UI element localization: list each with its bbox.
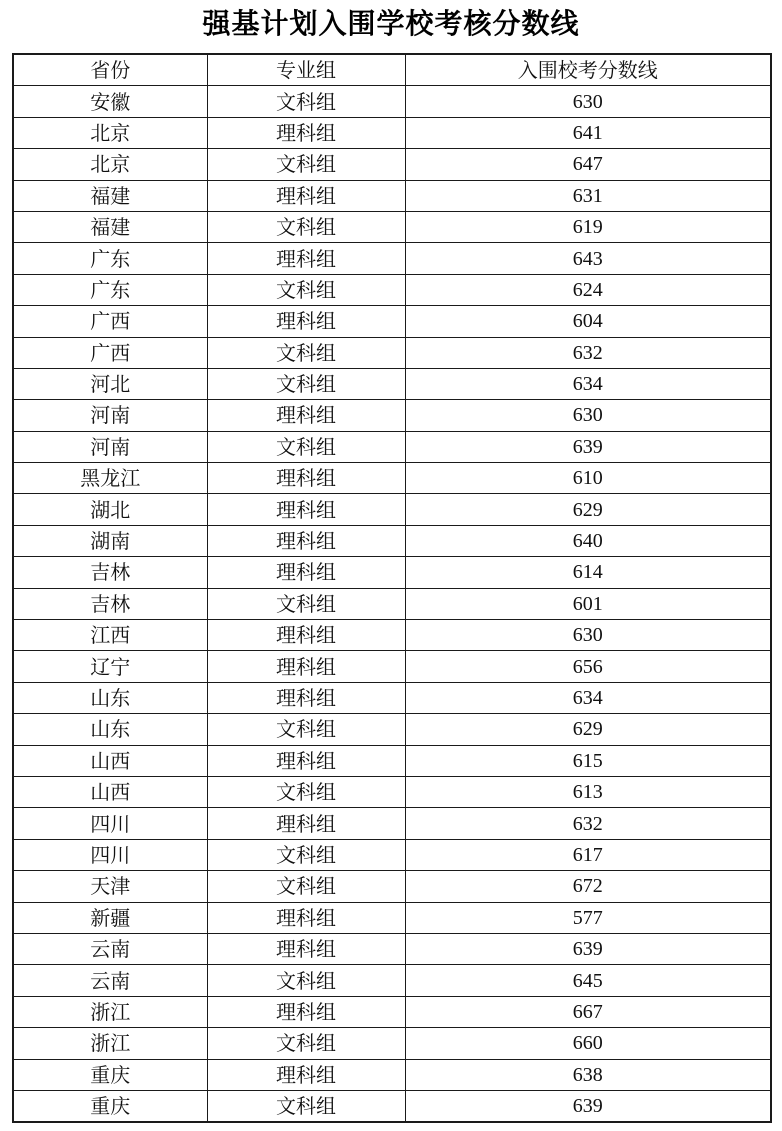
cell-province: 湖北 (13, 494, 207, 525)
cell-cutoff-score: 641 (405, 117, 771, 148)
table-row (13, 839, 771, 870)
cell-subject-group: 文科组 (207, 965, 405, 996)
cell-cutoff-score: 667 (405, 996, 771, 1027)
table-row (13, 871, 771, 902)
table-row (13, 431, 771, 462)
cell-subject-group: 理科组 (207, 808, 405, 839)
cell-province: 四川 (13, 839, 207, 870)
cell-cutoff-score: 639 (405, 431, 771, 462)
cell-cutoff-score: 672 (405, 871, 771, 902)
cell-cutoff-score: 639 (405, 933, 771, 964)
cell-cutoff-score: 629 (405, 494, 771, 525)
cell-province: 北京 (13, 117, 207, 148)
cell-province: 浙江 (13, 996, 207, 1027)
cell-subject-group: 理科组 (207, 117, 405, 148)
cell-subject-group: 理科组 (207, 463, 405, 494)
table-row (13, 525, 771, 556)
table-row (13, 180, 771, 211)
cell-province: 广西 (13, 306, 207, 337)
table-row (13, 965, 771, 996)
cell-province: 浙江 (13, 1028, 207, 1059)
table-row (13, 557, 771, 588)
header-subject-group: 专业组 (207, 54, 405, 86)
table-row (13, 902, 771, 933)
cell-cutoff-score: 601 (405, 588, 771, 619)
table-row (13, 1059, 771, 1090)
cell-subject-group: 理科组 (207, 620, 405, 651)
cell-subject-group: 理科组 (207, 306, 405, 337)
table-row (13, 776, 771, 807)
cell-province: 河南 (13, 431, 207, 462)
cell-cutoff-score: 640 (405, 525, 771, 556)
cell-province: 云南 (13, 965, 207, 996)
cell-subject-group: 理科组 (207, 902, 405, 933)
cell-province: 吉林 (13, 588, 207, 619)
cell-subject-group: 理科组 (207, 557, 405, 588)
table-row (13, 86, 771, 117)
cell-cutoff-score: 614 (405, 557, 771, 588)
cell-province: 重庆 (13, 1059, 207, 1090)
cell-subject-group: 文科组 (207, 337, 405, 368)
cell-cutoff-score: 630 (405, 86, 771, 117)
table-row (13, 243, 771, 274)
cell-subject-group: 理科组 (207, 180, 405, 211)
table-row (13, 714, 771, 745)
cell-cutoff-score: 645 (405, 965, 771, 996)
cell-subject-group: 文科组 (207, 431, 405, 462)
cell-cutoff-score: 629 (405, 714, 771, 745)
cell-province: 云南 (13, 933, 207, 964)
cell-subject-group: 文科组 (207, 1028, 405, 1059)
table-row (13, 368, 771, 399)
cell-cutoff-score: 631 (405, 180, 771, 211)
table-row (13, 494, 771, 525)
cell-cutoff-score: 639 (405, 1090, 771, 1122)
cell-subject-group: 理科组 (207, 243, 405, 274)
cell-cutoff-score: 643 (405, 243, 771, 274)
cell-subject-group: 文科组 (207, 86, 405, 117)
table-row (13, 306, 771, 337)
table-row (13, 211, 771, 242)
cell-province: 天津 (13, 871, 207, 902)
cell-subject-group: 文科组 (207, 368, 405, 399)
cell-subject-group: 理科组 (207, 494, 405, 525)
header-cutoff-score: 入围校考分数线 (405, 54, 771, 86)
cell-cutoff-score: 615 (405, 745, 771, 776)
cell-cutoff-score: 656 (405, 651, 771, 682)
table-row (13, 996, 771, 1027)
score-table (12, 53, 772, 1123)
cell-cutoff-score: 610 (405, 463, 771, 494)
cell-province: 山西 (13, 776, 207, 807)
cell-province: 广西 (13, 337, 207, 368)
table-row (13, 1028, 771, 1059)
cell-province: 北京 (13, 149, 207, 180)
cell-subject-group: 文科组 (207, 776, 405, 807)
cell-cutoff-score: 624 (405, 274, 771, 305)
cell-province: 广东 (13, 243, 207, 274)
cell-cutoff-score: 632 (405, 808, 771, 839)
table-row (13, 1090, 771, 1122)
cell-province: 福建 (13, 211, 207, 242)
cell-province: 辽宁 (13, 651, 207, 682)
cell-subject-group: 理科组 (207, 933, 405, 964)
cell-province: 黑龙江 (13, 463, 207, 494)
cell-subject-group: 理科组 (207, 651, 405, 682)
table-row (13, 933, 771, 964)
cell-cutoff-score: 630 (405, 620, 771, 651)
page-title: 强基计划入围学校考核分数线 (202, 7, 580, 40)
cell-subject-group: 理科组 (207, 745, 405, 776)
cell-cutoff-score: 604 (405, 306, 771, 337)
cell-cutoff-score: 647 (405, 149, 771, 180)
cell-subject-group: 文科组 (207, 1090, 405, 1122)
cell-province: 新疆 (13, 902, 207, 933)
cell-subject-group: 理科组 (207, 682, 405, 713)
cell-subject-group: 文科组 (207, 839, 405, 870)
cell-province: 安徽 (13, 86, 207, 117)
cell-cutoff-score: 613 (405, 776, 771, 807)
cell-cutoff-score: 617 (405, 839, 771, 870)
cell-subject-group: 文科组 (207, 588, 405, 619)
cell-province: 吉林 (13, 557, 207, 588)
table-row (13, 337, 771, 368)
cell-province: 湖南 (13, 525, 207, 556)
cell-cutoff-score: 660 (405, 1028, 771, 1059)
cell-subject-group: 理科组 (207, 1059, 405, 1090)
cell-cutoff-score: 577 (405, 902, 771, 933)
cell-subject-group: 文科组 (207, 871, 405, 902)
cell-province: 四川 (13, 808, 207, 839)
cell-province: 山东 (13, 714, 207, 745)
table-body (13, 86, 771, 1122)
cell-cutoff-score: 634 (405, 368, 771, 399)
table-row (13, 808, 771, 839)
cell-cutoff-score: 632 (405, 337, 771, 368)
table-row (13, 400, 771, 431)
table-row (13, 651, 771, 682)
cell-province: 重庆 (13, 1090, 207, 1122)
table-row (13, 745, 771, 776)
table-row (13, 463, 771, 494)
table-row (13, 149, 771, 180)
cell-subject-group: 理科组 (207, 996, 405, 1027)
table-row (13, 620, 771, 651)
cell-province: 山西 (13, 745, 207, 776)
cell-province: 山东 (13, 682, 207, 713)
cell-subject-group: 文科组 (207, 211, 405, 242)
table-row (13, 682, 771, 713)
cell-province: 河北 (13, 368, 207, 399)
cell-province: 河南 (13, 400, 207, 431)
table-row (13, 274, 771, 305)
table-row (13, 588, 771, 619)
cell-province: 江西 (13, 620, 207, 651)
cell-subject-group: 理科组 (207, 400, 405, 431)
cell-subject-group: 文科组 (207, 714, 405, 745)
cell-cutoff-score: 630 (405, 400, 771, 431)
header-province: 省份 (13, 54, 207, 86)
cell-cutoff-score: 638 (405, 1059, 771, 1090)
table-header-row (13, 54, 771, 86)
cell-subject-group: 理科组 (207, 525, 405, 556)
cell-cutoff-score: 619 (405, 211, 771, 242)
cell-province: 福建 (13, 180, 207, 211)
cell-subject-group: 文科组 (207, 274, 405, 305)
table-row (13, 117, 771, 148)
cell-cutoff-score: 634 (405, 682, 771, 713)
cell-province: 广东 (13, 274, 207, 305)
cell-subject-group: 文科组 (207, 149, 405, 180)
